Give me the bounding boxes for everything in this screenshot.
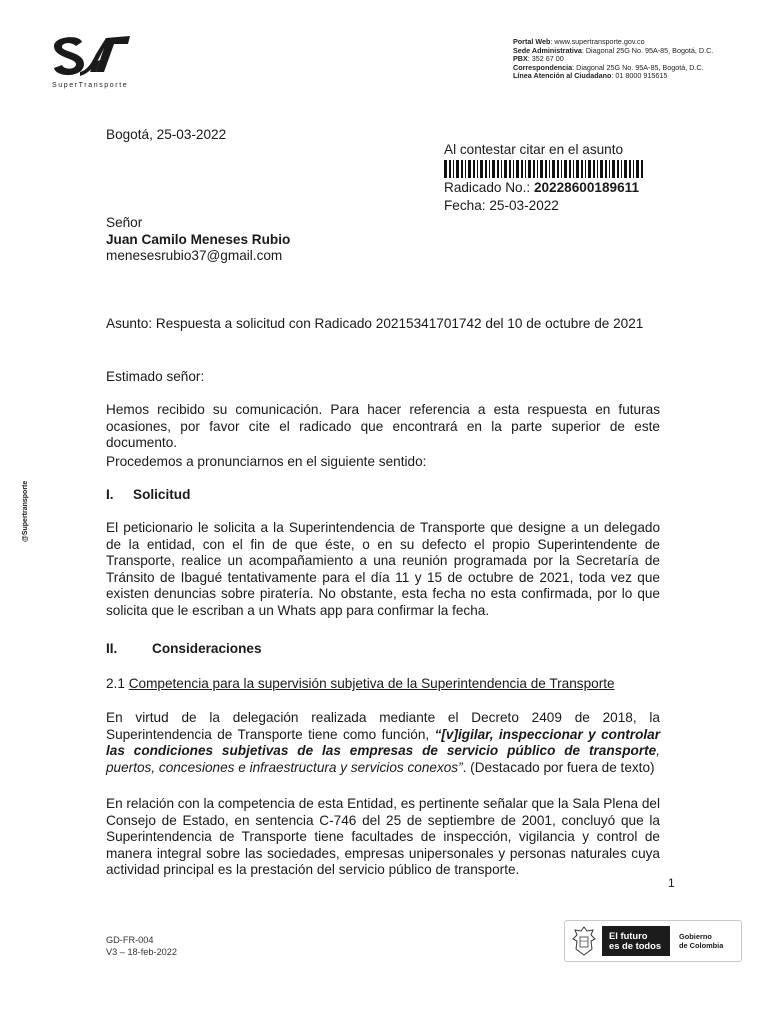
barcode-bar — [537, 160, 538, 178]
paragraph-council: En relación con la competencia de esta Entidad, es pertinente señalar que la Sala Plena del Consejo de Estado, en sentencia C-746 del 25 de septiembre de 2001, concluyó que la Superintendencia de Transporte tiene facultades de inspección, vigilancia y control de manera integral sobre las sociedades, empresas unipersonales y personas naturales cuya actividad principal es la prestación del servicio público de transporte. — [106, 796, 660, 877]
barcode-bar — [549, 160, 550, 178]
barcode-bar — [636, 160, 639, 178]
barcode-bar — [528, 160, 531, 178]
paragraph-competence: En virtud de la delegación realizada mediante el Decreto 2409 de 2018, la Superintendencia de Transporte tiene como función, “[v]igilar, inspeccionar y controlar las condiciones subjetivas de las empresas de servicio público de transporte, puertos, concesiones e infraestructura y servicios conexos”. (Destacado por fuera de texto) — [106, 710, 660, 775]
subject: Asunto: Respuesta a solicitud con Radicado 20215341701742 del 10 de octubre de 2021 — [106, 316, 644, 331]
barcode-bar — [621, 160, 622, 178]
gov-name: Gobierno de Colombia — [679, 932, 724, 950]
barcode-bar — [485, 160, 487, 178]
gov-slogan: El futuro es de todos — [602, 926, 670, 956]
paragraph-procedure: Procedemos a pronunciarnos en el siguiente sentido: — [106, 454, 427, 469]
barcode-bar — [444, 160, 447, 178]
barcode-bar — [504, 160, 507, 178]
barcode-bar — [480, 160, 483, 178]
barcode-bar — [525, 160, 526, 178]
barcode-bar — [449, 160, 451, 178]
coat-of-arms-icon — [571, 925, 597, 957]
barcode-bar — [453, 160, 454, 178]
barcode-bar — [516, 160, 519, 178]
recipient-name: Juan Camilo Meneses Rubio — [106, 232, 291, 247]
barcode-bar — [557, 160, 559, 178]
barcode — [444, 160, 644, 178]
barcode-bar — [461, 160, 463, 178]
place-date: Bogotá, 25-03-2022 — [106, 127, 227, 142]
contact-line: PBX: 352 67 00 — [513, 54, 564, 64]
barcode-bar — [552, 160, 555, 178]
section-title: Solicitud — [133, 487, 191, 502]
greeting: Estimado señor: — [106, 369, 205, 384]
radicado: Radicado No.: 20228600189611 — [444, 180, 640, 195]
barcode-bar — [561, 160, 562, 178]
subsection-title: Competencia para la supervisión subjetiva de la Superintendencia de Transporte — [128, 676, 615, 691]
barcode-bar — [641, 160, 643, 178]
reply-note: Al contestar citar en el asunto — [444, 142, 624, 157]
barcode-bar — [501, 160, 502, 178]
barcode-bar — [569, 160, 571, 178]
barcode-bar — [473, 160, 475, 178]
paragraph-intro: Hemos recibido su comunicación. Para hacer referencia a esta respuesta en futuras ocasiones, por favor cite el radicado que encontrará en la parte superior de este documento. — [106, 402, 660, 450]
barcode-bar — [600, 160, 603, 178]
barcode-bar — [489, 160, 490, 178]
barcode-bar — [593, 160, 595, 178]
barcode-bar — [597, 160, 598, 178]
barcode-bar — [456, 160, 459, 178]
paragraph-request: El peticionario le solicita a la Superintendencia de Transporte que designe a un delegado de la entidad, con el fin de que éste, o en su defecto el propio Superintendente de Transporte, realice un acompañamiento a una reunión programada por la Secretaría de Tránsito de Ibagué tentativamente para el día 11 y 15 de octubre de 2021, toda vez que existen denuncias sobre piratería. No obstante, esta fecha no esta confirmada, por lo que solicita que le escriban a un Whats app para confirmar la fecha. — [106, 520, 660, 618]
section-number: II. — [106, 641, 118, 656]
barcode-bar — [609, 160, 610, 178]
barcode-bar — [576, 160, 579, 178]
barcode-bar — [605, 160, 607, 178]
salutation-title: Señor — [106, 215, 143, 230]
section-title: Consideraciones — [152, 641, 262, 656]
barcode-bar — [633, 160, 634, 178]
quoted-function: “[v]igilar, inspeccionar y controlar las condiciones subjetivas de las empresas de servicio público de transporte — [106, 726, 660, 758]
barcode-bar — [497, 160, 499, 178]
contact-line: Portal Web: www.supertransporte.gov.co — [513, 37, 645, 46]
contact-line: Correspondencia: Diagonal 25G No. 95A-85, Bogotá, D.C. — [513, 62, 704, 72]
barcode-bar — [612, 160, 615, 178]
side-handle: @Supertransporte — [22, 480, 29, 542]
subsection-heading: 2.1 Competencia para la supervisión subjetiva de la Superintendencia de Transporte — [106, 676, 615, 691]
logo-subtitle: SuperTransporte — [52, 82, 129, 89]
barcode-bar — [492, 160, 495, 178]
barcode-bar — [477, 160, 478, 178]
barcode-bar — [629, 160, 631, 178]
government-logo — [564, 920, 742, 962]
barcode-bar — [465, 160, 466, 178]
barcode-bar — [513, 160, 514, 178]
radicado-number: 20228600189611 — [533, 180, 640, 195]
section-number: I. — [106, 487, 114, 502]
contact-line: Sede Administrativa: Diagonal 25G No. 95A-85, Bogotá, D.C. — [513, 45, 714, 55]
barcode-bar — [588, 160, 591, 178]
barcode-bar — [617, 160, 619, 178]
barcode-bar — [545, 160, 547, 178]
barcode-bar — [573, 160, 574, 178]
barcode-bar — [585, 160, 586, 178]
page-number: 1 — [668, 876, 675, 890]
barcode-bar — [624, 160, 627, 178]
recipient-email: menesesrubio37@gmail.com — [106, 248, 283, 263]
barcode-bar — [509, 160, 511, 178]
barcode-bar — [564, 160, 567, 178]
barcode-bar — [533, 160, 535, 178]
barcode-bar — [468, 160, 471, 178]
form-code: GD-FR-004 V3 – 18-feb-2022 — [106, 935, 178, 957]
barcode-bar — [521, 160, 523, 178]
barcode-bar — [540, 160, 543, 178]
fecha: Fecha: 25-03-2022 — [444, 198, 559, 213]
contact-block — [513, 38, 713, 81]
barcode-bar — [581, 160, 583, 178]
contact-line: Línea Atención al Ciudadano: 01 8000 915615 — [513, 71, 668, 81]
